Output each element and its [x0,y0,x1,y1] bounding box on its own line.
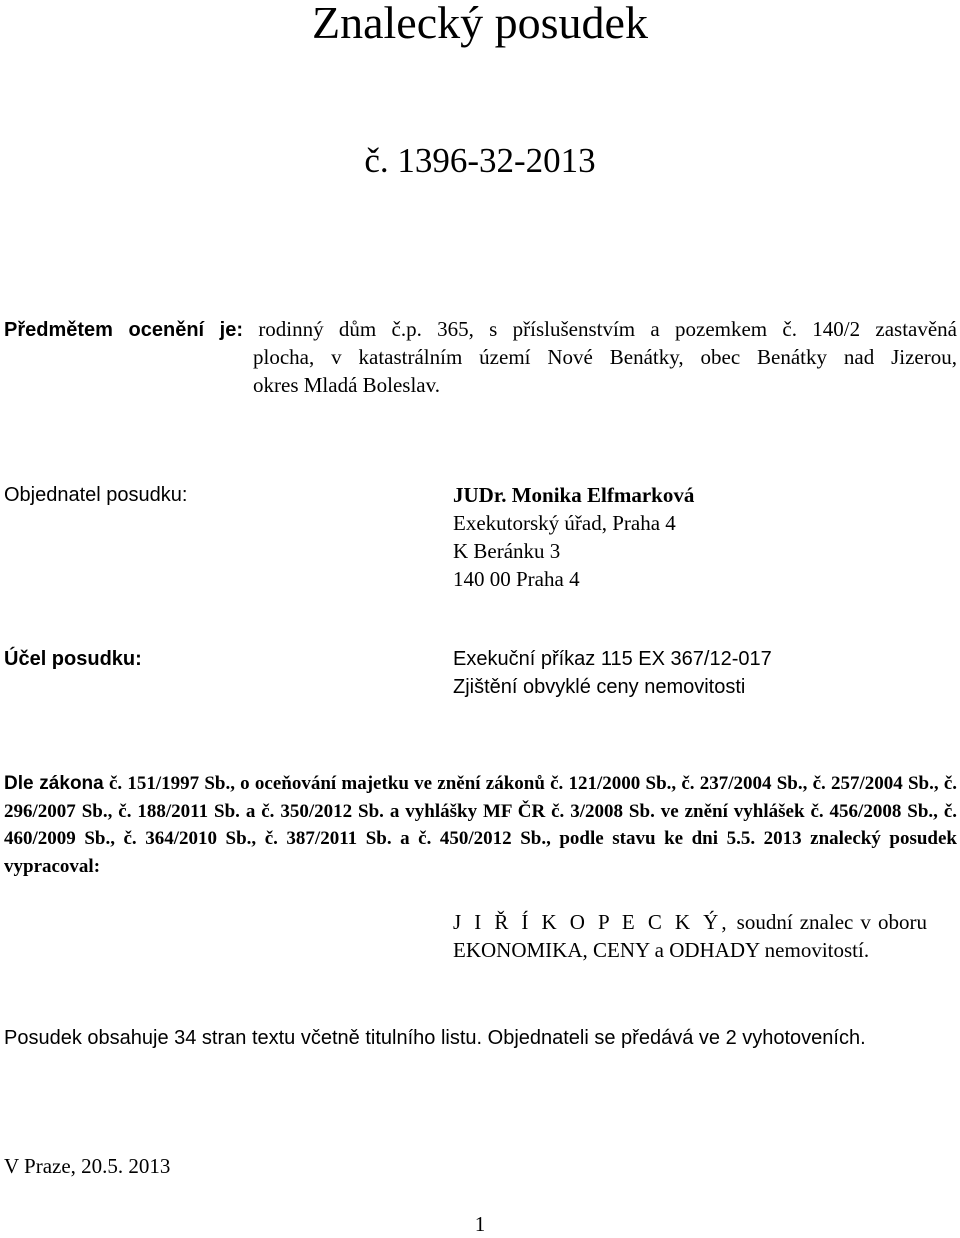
expert-block [453,908,927,964]
page-number: 1 [474,1212,486,1236]
orderer-office: Exekutorský úřad, Praha 4 [453,511,676,535]
purpose-block [453,645,772,701]
subject-label: Předmětem ocenění je: [4,319,244,341]
purpose-line-1: Exekuční příkaz 115 EX 367/12-017 [453,648,772,670]
subject-line-1 [4,315,957,344]
document-number: č. 1396-32-2013 [364,141,596,180]
expert-line-2: EKONOMIKA, CENY a ODHADY nemovitostí. [453,938,870,962]
purpose-line-2: Zjištění obvyklé ceny nemovitosti [453,676,746,698]
place-date: V Praze, 20.5. 2013 [4,1154,171,1178]
document-title: Znalecký posudek [312,0,648,48]
subject-text-1: rodinný dům č.p. 365, s příslušenstvím a pozemkem č. 140/2 zastavěná [258,317,957,341]
orderer-name: JUDr. Monika Elfmarková [453,483,695,507]
law-lead: Dle zákona [4,773,104,794]
subject-line-2: plocha, v katastrálním území Nové Benátky, obec Benátky nad Jizerou, [253,345,957,369]
orderer-block [453,481,694,593]
law-paragraph [4,770,957,880]
orderer-city: 140 00 Praha 4 [453,567,580,591]
subject-line-3: okres Mladá Boleslav. [253,373,441,397]
expert-line-1 [453,908,927,936]
orderer-street: K Beránku 3 [453,539,561,563]
orderer-label: Objednatel posudku: [4,484,188,506]
purpose-label: Účel posudku: [4,648,142,670]
expert-name: J I Ř Í K O P E C K Ý, [453,910,730,934]
expert-role: soudní znalec v oboru [736,910,928,934]
contains-note: Posudek obsahuje 34 stran textu včetně titulního listu. Objednateli se předává ve 2 vyhotoveních. [4,1027,866,1049]
law-text: č. 151/1997 Sb., o oceňování majetku ve znění zákonů č. 121/2000 Sb., č. 237/2004 Sb., č. 257/2004 Sb., č. 296/2007 Sb., č. 188/2011 Sb. a č. 350/2012 Sb. a vyhlášky MF ČR č. 3/2008 Sb. ve znění vyhlášek č. 456/2008 Sb., č. 460/2009 Sb., č. 364/2010 Sb., č. 387/2011 Sb. a č. 450/2012 Sb., podle stavu ke dni 5.5. 2013 znalecký posudek vypracoval: [4,773,958,877]
